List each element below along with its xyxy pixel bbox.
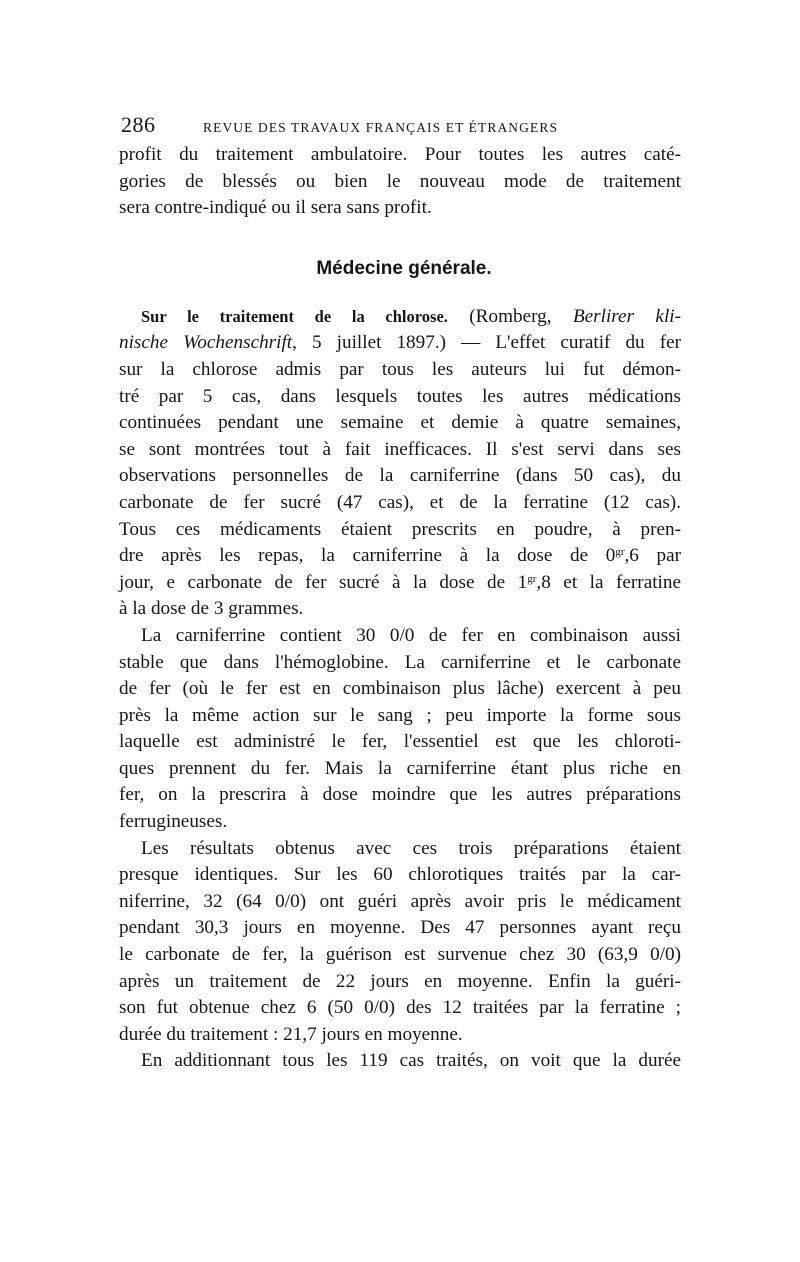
text-line — [119, 330, 681, 357]
text-line: à la dose de 3 grammes. — [119, 598, 304, 620]
text-fragment: ,8 et la ferratine — [536, 571, 681, 593]
text-line: son fut obtenue chez 6 (50 0/0) des 12 traitées par la ferratine ; — [119, 997, 681, 1019]
page-number: 286 — [121, 112, 156, 137]
text-line: niferrine, 32 (64 0/0) ont guéri après avoir pris le médicament — [119, 890, 681, 912]
text-line: sur la chlorose admis par tous les auteurs lui fut démon- — [119, 358, 681, 380]
text-line: Les résultats obtenus avec ces trois préparations étaient — [141, 837, 681, 859]
text-line: ques prennent du fer. Mais la carniferrine étant plus riche en — [119, 757, 681, 779]
text-line: carbonate de fer sucré (47 cas), et de la ferratine (12 cas). — [119, 491, 681, 513]
running-title: REVUE DES TRAVAUX FRANÇAIS ET ÉTRANGERS — [203, 120, 559, 135]
text-line: après un traitement de 22 jours en moyenne. Enfin la guéri- — [119, 970, 681, 992]
unit-superscript: gr — [615, 546, 625, 559]
text-line — [119, 570, 681, 597]
text-fragment: ,6 par — [624, 545, 682, 567]
text-line: En additionnant tous les 119 cas traités, on voit que la durée — [141, 1050, 681, 1072]
text-line: tré par 5 cas, dans lesquels toutes les autres médications — [119, 385, 681, 407]
text-line: Tous ces médicaments étaient prescrits en poudre, à pren- — [119, 518, 681, 540]
text-line: ferrugineuses. — [119, 811, 228, 833]
journal-name-part1: Berlirer kli- — [572, 305, 681, 327]
text-line: fer, on la prescrira à dose moindre que les autres préparations — [119, 784, 681, 806]
text-line: durée du traitement : 21,7 jours en moyenne. — [119, 1023, 463, 1045]
text-line: profit du traitement ambulatoire. Pour toutes les autres caté- — [119, 144, 681, 165]
text-line: se sont montrées tout à fait inefficaces. Il s'est servi dans ses — [119, 438, 681, 460]
intro-paragraph — [119, 142, 681, 222]
article-paragraph-2 — [119, 623, 681, 836]
section-heading: Médecine générale. — [316, 257, 492, 279]
text-line: continuées pendant une semaine et demie à quatre semaines, — [119, 412, 681, 434]
text-line: sera contre-indiqué ou il sera sans profit. — [119, 197, 432, 219]
document-page — [119, 112, 681, 1075]
article-paragraph-3 — [119, 836, 681, 1049]
text-line — [119, 304, 681, 331]
text-line: stable que dans l'hémoglobine. La carniferrine et le carbonate — [119, 651, 681, 673]
text-line: près la même action sur le sang ; peu importe la forme sous — [119, 704, 681, 726]
journal-name-part2: nische Wochenschrift — [119, 332, 293, 354]
text-line: laquelle est administré le fer, l'essentiel est que les chloroti- — [119, 731, 681, 753]
text-line: le carbonate de fer, la guérison est survenue chez 30 (63,9 0/0) — [119, 944, 681, 966]
article-title: Sur le traitement de la chlorose. — [141, 306, 448, 326]
unit-superscript: gr — [527, 572, 537, 585]
text-fragment: dre après les repas, la carniferrine à la dose de — [119, 545, 589, 567]
article-paragraph-4 — [119, 1048, 681, 1075]
text-line — [119, 543, 681, 570]
running-header — [119, 112, 681, 142]
text-line: observations personnelles de la carniferrine (dans 50 cas), du — [119, 465, 681, 487]
text-line: gories de blessés ou bien le nouveau mode de traitement — [119, 170, 681, 192]
text-line: La carniferrine contient 30 0/0 de fer en combinaison aussi — [141, 624, 681, 646]
text-line: pendant 30,3 jours en moyenne. Des 47 personnes ayant reçu — [119, 917, 681, 939]
dose-value: 0 — [605, 545, 616, 567]
text-line: presque identiques. Sur les 60 chlorotiques traités par la car- — [119, 864, 681, 886]
article-paragraph-1 — [119, 304, 681, 623]
text-fragment: jour, e carbonate de fer sucré à la dose de 1 — [119, 571, 528, 593]
text-line: de fer (où le fer est en combinaison plus lâche) exercent à peu — [119, 678, 681, 700]
citation-close: , 5 juillet 1897.) — L'effet curatif du fer — [292, 332, 682, 354]
citation-open: (Romberg, — [469, 305, 573, 327]
